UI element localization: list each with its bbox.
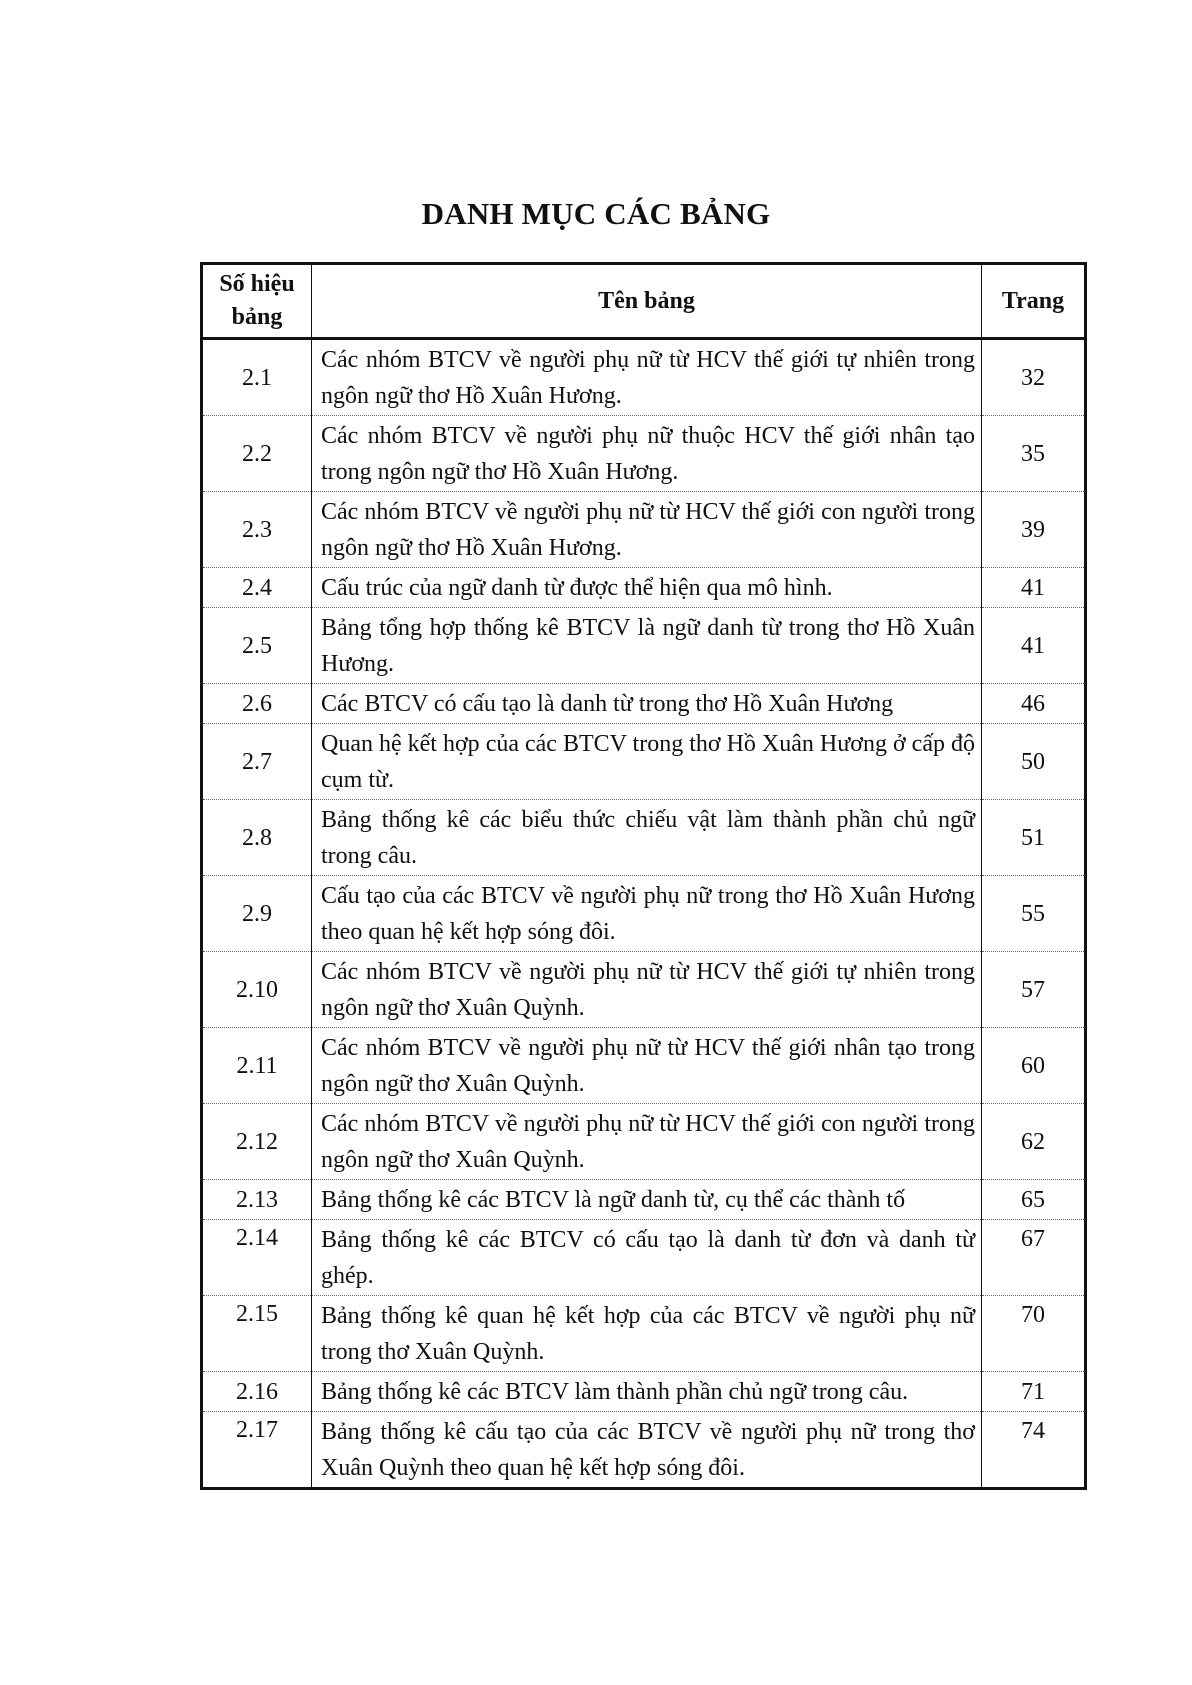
row-page: 32	[982, 339, 1086, 416]
table-row	[202, 1412, 1086, 1489]
row-name: Bảng thống kê các BTCV làm thành phần chủ ngữ trong câu.	[312, 1372, 982, 1412]
row-name: Bảng thống kê các BTCV là ngữ danh từ, cụ thể các thành tố	[312, 1180, 982, 1220]
table-row	[202, 1296, 1086, 1372]
header-name: Tên bảng	[312, 264, 982, 339]
row-name: Quan hệ kết hợp của các BTCV trong thơ Hồ Xuân Hương ở cấp độ cụm từ.	[312, 724, 982, 800]
row-number: 2.14	[202, 1220, 312, 1296]
row-name: Bảng thống kê cấu tạo của các BTCV về người phụ nữ trong thơ Xuân Quỳnh theo quan hệ kết hợp sóng đôi.	[312, 1412, 982, 1489]
row-number: 2.4	[202, 568, 312, 608]
table-row	[202, 1180, 1086, 1220]
row-number: 2.12	[202, 1104, 312, 1180]
table-row	[202, 568, 1086, 608]
table-row	[202, 1028, 1086, 1104]
table-row	[202, 608, 1086, 684]
row-name: Cấu trúc của ngữ danh từ được thể hiện qua mô hình.	[312, 568, 982, 608]
page-title: DANH MỤC CÁC BẢNG	[421, 196, 771, 231]
row-number: 2.2	[202, 416, 312, 492]
row-number: 2.7	[202, 724, 312, 800]
row-number: 2.11	[202, 1028, 312, 1104]
row-page: 74	[982, 1412, 1086, 1489]
row-name: Bảng thống kê các BTCV có cấu tạo là danh từ đơn và danh từ ghép.	[312, 1220, 982, 1296]
row-name: Bảng thống kê các biểu thức chiếu vật làm thành phần chủ ngữ trong câu.	[312, 800, 982, 876]
row-number: 2.16	[202, 1372, 312, 1412]
table-list	[200, 262, 1087, 1490]
row-page: 62	[982, 1104, 1086, 1180]
row-number: 2.10	[202, 952, 312, 1028]
row-page: 41	[982, 568, 1086, 608]
row-page: 71	[982, 1372, 1086, 1412]
row-name: Các nhóm BTCV về người phụ nữ từ HCV thế giới tự nhiên trong ngôn ngữ thơ Hồ Xuân Hương.	[312, 339, 982, 416]
row-number: 2.9	[202, 876, 312, 952]
row-number: 2.17	[202, 1412, 312, 1489]
row-page: 55	[982, 876, 1086, 952]
row-number: 2.3	[202, 492, 312, 568]
table-row	[202, 952, 1086, 1028]
table-row	[202, 416, 1086, 492]
table-row	[202, 684, 1086, 724]
row-name: Các BTCV có cấu tạo là danh từ trong thơ Hồ Xuân Hương	[312, 684, 982, 724]
row-page: 57	[982, 952, 1086, 1028]
table-row	[202, 1372, 1086, 1412]
row-number: 2.1	[202, 339, 312, 416]
table-header-row	[202, 264, 1086, 339]
row-number: 2.8	[202, 800, 312, 876]
table-row	[202, 1220, 1086, 1296]
row-name: Các nhóm BTCV về người phụ nữ từ HCV thế giới con người trong ngôn ngữ thơ Xuân Quỳnh.	[312, 1104, 982, 1180]
row-name: Các nhóm BTCV về người phụ nữ thuộc HCV thế giới nhân tạo trong ngôn ngữ thơ Hồ Xuân Hương.	[312, 416, 982, 492]
table-row	[202, 800, 1086, 876]
row-name: Bảng tổng hợp thống kê BTCV là ngữ danh từ trong thơ Hồ Xuân Hương.	[312, 608, 982, 684]
row-number: 2.13	[202, 1180, 312, 1220]
row-page: 65	[982, 1180, 1086, 1220]
row-name: Bảng thống kê quan hệ kết hợp của các BTCV về người phụ nữ trong thơ Xuân Quỳnh.	[312, 1296, 982, 1372]
row-page: 70	[982, 1296, 1086, 1372]
row-number: 2.15	[202, 1296, 312, 1372]
row-page: 51	[982, 800, 1086, 876]
row-page: 67	[982, 1220, 1086, 1296]
row-number: 2.6	[202, 684, 312, 724]
table-row	[202, 492, 1086, 568]
table-row	[202, 724, 1086, 800]
table-row	[202, 876, 1086, 952]
row-name: Các nhóm BTCV về người phụ nữ từ HCV thế giới tự nhiên trong ngôn ngữ thơ Xuân Quỳnh.	[312, 952, 982, 1028]
row-name: Các nhóm BTCV về người phụ nữ từ HCV thế giới nhân tạo trong ngôn ngữ thơ Xuân Quỳnh.	[312, 1028, 982, 1104]
row-page: 41	[982, 608, 1086, 684]
table-row	[202, 1104, 1086, 1180]
row-page: 60	[982, 1028, 1086, 1104]
row-page: 46	[982, 684, 1086, 724]
row-page: 35	[982, 416, 1086, 492]
table-row	[202, 339, 1086, 416]
row-number: 2.5	[202, 608, 312, 684]
header-page: Trang	[982, 264, 1086, 339]
row-name: Các nhóm BTCV về người phụ nữ từ HCV thế giới con người trong ngôn ngữ thơ Hồ Xuân Hương.	[312, 492, 982, 568]
row-name: Cấu tạo của các BTCV về người phụ nữ trong thơ Hồ Xuân Hương theo quan hệ kết hợp sóng đôi.	[312, 876, 982, 952]
header-number: Số hiệu bảng	[202, 264, 312, 339]
row-page: 39	[982, 492, 1086, 568]
row-page: 50	[982, 724, 1086, 800]
